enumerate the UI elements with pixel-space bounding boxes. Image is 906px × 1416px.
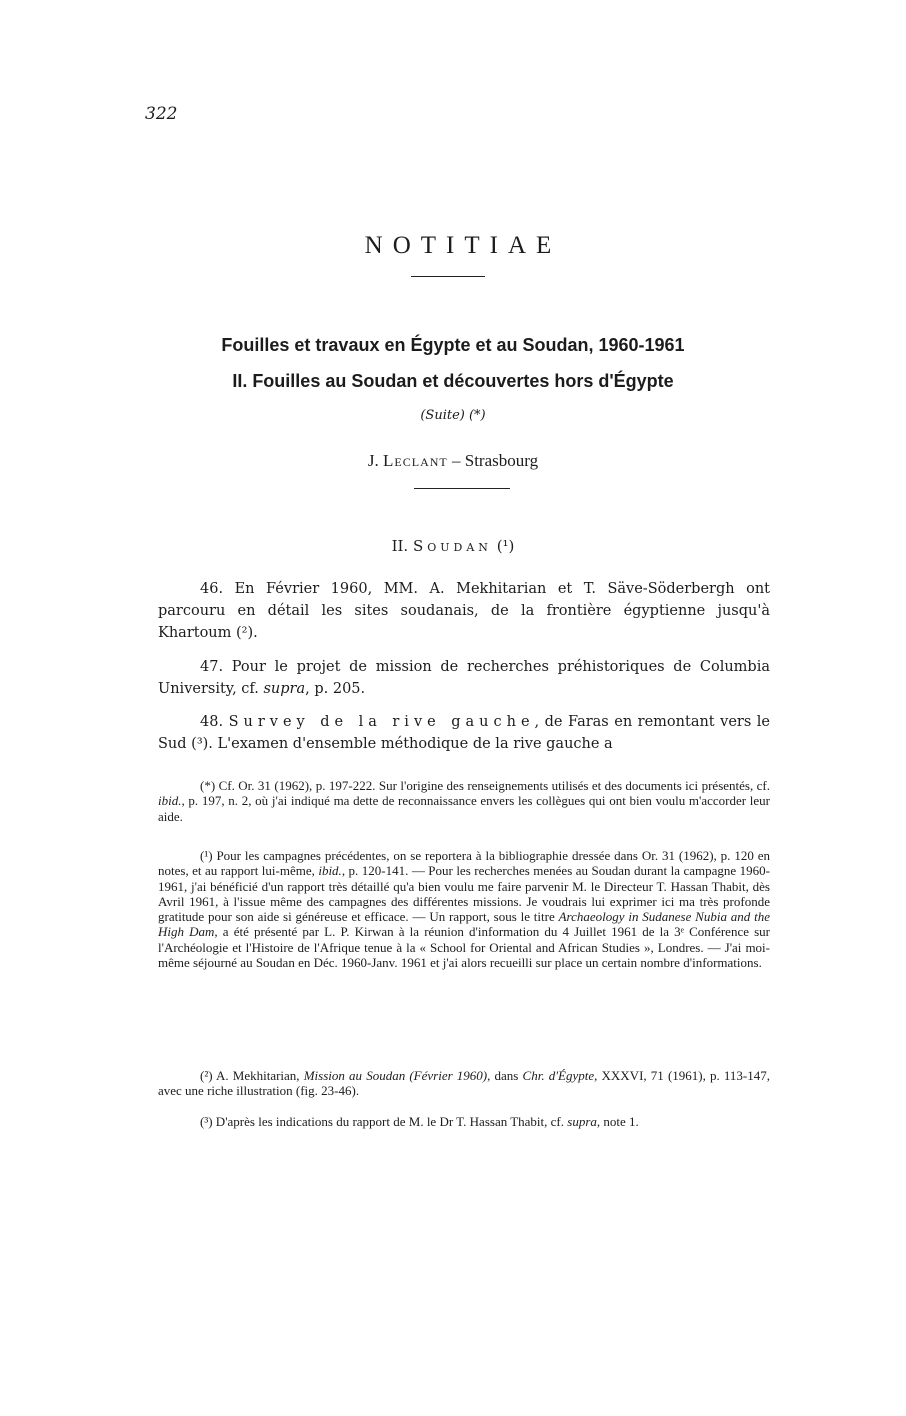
suite-footnote-mark: (*)	[468, 408, 486, 423]
footnote-1	[158, 848, 770, 970]
footnote-star-text-b: , p. 197, n. 2, où j'ai indiqué ma dette de reconnaissance envers les collègues qui ont bien voulu m'accorder leur aide.	[158, 793, 770, 824]
footnote-3-text-a: (³) D'après les indications du rapport de M. le Dr T. Hassan Thabit, cf.	[200, 1114, 568, 1129]
author-surname: Leclant	[383, 451, 448, 470]
paragraph-47-supra: supra	[263, 681, 306, 697]
footnote-star	[158, 778, 770, 824]
page-number: 322	[145, 104, 178, 124]
footnote-3-supra: supra	[567, 1114, 597, 1129]
country-name: Soudan	[412, 537, 492, 555]
country-heading	[0, 537, 906, 555]
footnote-2	[158, 1068, 770, 1099]
paragraph-47-text-b: , p. 205.	[305, 681, 366, 697]
paragraph-47	[158, 656, 770, 700]
country-note: (¹)	[491, 537, 515, 555]
author-divider	[414, 488, 510, 489]
paragraph-46	[158, 578, 770, 644]
footnote-1-text-c: , a été présenté par L. P. Kirwan à la réunion d'information du 4 Juillet 1961 de la 3ᵉ Conférence sur l'Archéologie et l'Histoire de l'Afrique tenue à la « School for Oriental and African Studies », Londres. — J'ai moi-même séjourné au Soudan en Déc. 1960-Janv. 1961 et j'ai alors recueilli sur place un certain nombre d'informations.	[158, 924, 771, 971]
section-heading: NOTITIAE	[364, 232, 562, 259]
footnote-3-text-b: , note 1.	[596, 1114, 639, 1129]
author-line	[0, 451, 906, 471]
footnote-2-text-a: (²) A. Mekhitarian,	[200, 1068, 304, 1083]
country-numeral: II.	[391, 537, 413, 555]
paragraph-48-text: , de Faras en remontant vers le Sud (³). L'examen d'ensemble méthodique de la rive gauche a	[158, 714, 770, 752]
author-initial: J.	[367, 451, 384, 470]
footnote-1-ibid: ibid.	[318, 863, 342, 879]
footnote-1-report-title: Archaeology in Sudanese Nubia and the High Dam	[158, 909, 770, 940]
footnote-2-title: Mission au Soudan (Février 1960)	[303, 1068, 488, 1083]
continuation-note	[0, 408, 906, 423]
heading-divider	[411, 276, 485, 277]
paragraph-46-text: 46. En Février 1960, MM. A. Mekhitarian et T. Säve-Söderbergh ont parcouru en détail les sites soudanais, de la frontière égyptienne jusqu'à Khartoum (²).	[158, 581, 770, 641]
footnote-2-text-c: , XXXVI, 71 (1961), p. 113-147, avec une riche illustration (fig. 23-46).	[158, 1068, 771, 1099]
footnote-2-text-b: , dans	[487, 1068, 523, 1083]
footnote-3	[158, 1114, 770, 1129]
author-place: – Strasbourg	[447, 451, 539, 470]
article-title: Fouilles et travaux en Égypte et au Soudan, 1960-1961	[221, 335, 685, 355]
footnote-star-text-a: (*) Cf. Or. 31 (1962), p. 197-222. Sur l'origine des renseignements utilisés et des documents ici présentés, cf.	[200, 778, 770, 793]
paragraph-48-number: 48.	[200, 714, 229, 730]
footnote-2-journal: Chr. d'Égypte	[522, 1068, 595, 1083]
footnote-1-text-b: , p. 120-141. — Pour les recherches menées au Soudan durant la campagne 1960-1961, j'ai bénéficié d'un rapport très détaillé qu'a bien voulu me faire parvenir M. le Directeur T. Hassan Thabit, dès Avril 1961, à l'issue même des campagnes des différentes missions. Je voudrais lui exprimer ici ma très profonde gratitude pour son aide si généreuse et efficace. — Un rapport, sous le titre	[158, 863, 770, 925]
paragraph-48	[158, 711, 770, 755]
paragraph-47-text-a: 47. Pour le projet de mission de recherches préhistoriques de Columbia University, cf.	[158, 659, 770, 697]
article-subtitle: II. Fouilles au Soudan et découvertes hors d'Égypte	[232, 371, 674, 391]
paragraph-48-spaced-heading: Survey de la rive gauche	[228, 714, 535, 730]
footnote-1-text-a: (¹) Pour les campagnes précédentes, on se reportera à la bibliographie dressée dans Or. 31 (1962), p. 120 en notes, et au rapport lui-même,	[158, 848, 770, 879]
footnote-star-ibid: ibid.	[158, 793, 182, 809]
suite-label: (Suite)	[420, 408, 465, 423]
